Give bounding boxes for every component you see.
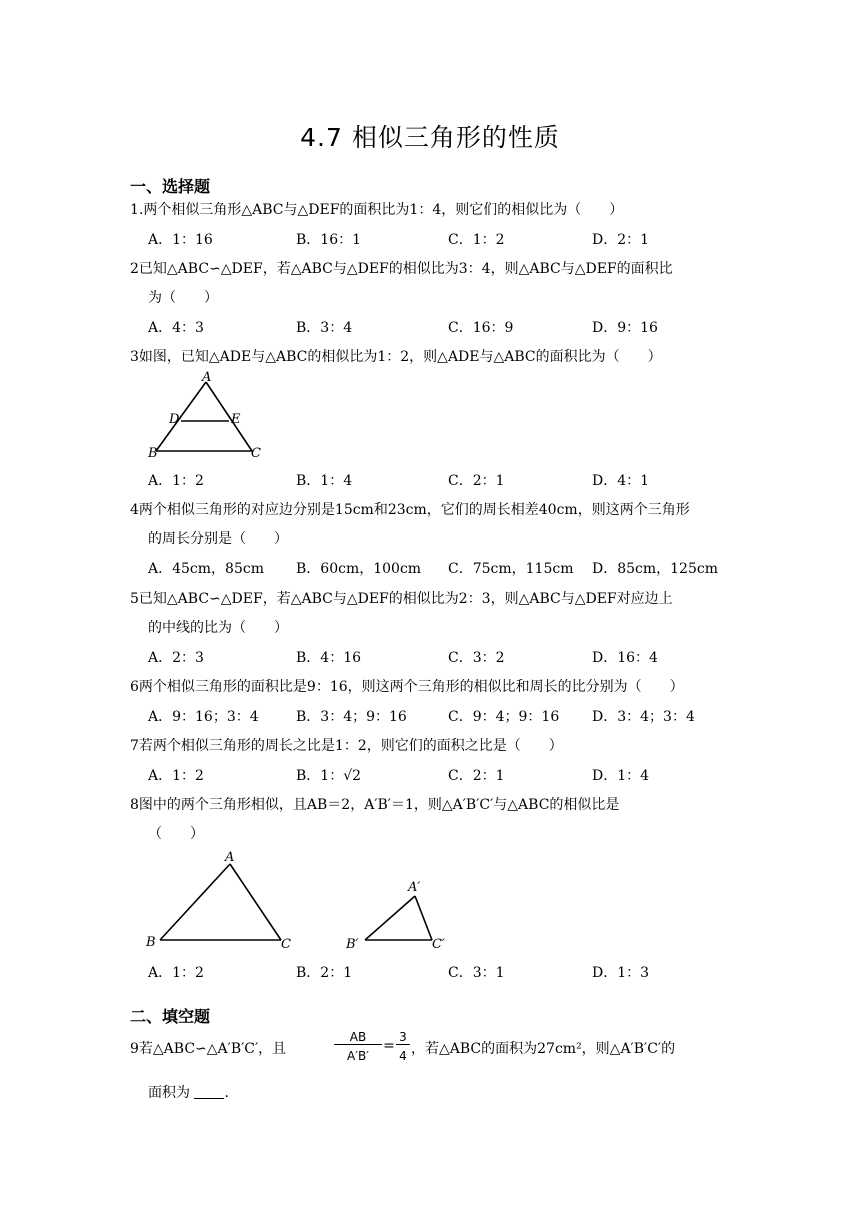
label-big-b: B: [146, 935, 156, 950]
q6-option-b: B．3：4；9：16: [296, 709, 407, 725]
label-e: E: [231, 412, 241, 427]
q8-option-d: D．1：3: [592, 965, 650, 981]
q2-option-d: D．9：16: [592, 320, 658, 336]
question-8-stem: 8图中的两个三角形相似，且AB＝2，A′B′＝1，则△A′B′C′与△ABC的相似比是: [130, 797, 620, 813]
q5-option-c: C．3：2: [448, 650, 505, 666]
q8-option-c: C．3：1: [448, 965, 505, 981]
q1-option-a: A．1：16: [148, 232, 213, 248]
q3-option-a: A．1：2: [148, 473, 204, 489]
question-4-stem-cont: 的周长分别是（ ）: [148, 531, 288, 547]
q1-option-d: D．2：1: [592, 232, 650, 248]
q2-option-a: A．4：3: [148, 320, 204, 336]
q6-option-a: A．9：16；3：4: [148, 709, 259, 725]
q9-period: .: [224, 1085, 229, 1101]
label-d: D: [169, 412, 180, 427]
q4-option-a: A．45cm，85cm: [148, 561, 264, 577]
q9-rhs-denominator: 4: [399, 1049, 407, 1063]
question-3-stem: 3如图，已知△ADE与△ABC的相似比为1：2，则△ADE与△ABC的面积比为（ ）: [130, 349, 662, 365]
label-b: B: [148, 446, 158, 461]
label-big-c: C: [281, 937, 291, 952]
label-big-a: A: [225, 850, 235, 865]
question-2-stem-cont: 为（ ）: [148, 290, 218, 306]
q9-rhs-numerator: 3: [396, 1030, 410, 1045]
label-c: C: [251, 446, 261, 461]
q1-option-b: B．16：1: [296, 232, 362, 248]
question-9-stem-a: 9若△ABC∽△A′B′C′，且: [130, 1041, 287, 1057]
question-5-stem-cont: 的中线的比为（ ）: [148, 620, 288, 636]
label-small-a: A′: [408, 880, 421, 895]
question-5-stem: 5已知△ABC∽△DEF，若△ABC与△DEF的相似比为2：3，则△ABC与△DEF对应边上: [130, 591, 673, 607]
q5-option-a: A．2：3: [148, 650, 204, 666]
q3-option-d: D．4：1: [592, 473, 650, 489]
q7-option-a: A．1：2: [148, 768, 204, 784]
q4-option-c: C．75cm，115cm: [448, 561, 574, 577]
q6-option-d: D．3：4；3：4: [592, 709, 695, 725]
q3-triangle-figure: [140, 368, 270, 464]
q7-option-b: B．1：√2: [296, 768, 362, 784]
label-small-c: C′: [432, 937, 445, 952]
q8-option-a: A．1：2: [148, 965, 204, 981]
label-small-b: B′: [346, 937, 359, 952]
q9-fraction-numerator: AB: [334, 1030, 382, 1045]
q9-equals: =: [383, 1038, 395, 1054]
q6-option-c: C．9：4；9：16: [448, 709, 560, 725]
q9-area-label: 面积为: [148, 1085, 190, 1101]
q4-option-d: D．85cm，125cm: [592, 561, 718, 577]
page-title: 4.7 相似三角形的性质: [300, 123, 560, 152]
label-a: A: [202, 370, 212, 385]
question-6-stem: 6两个相似三角形的面积比是9：16，则这两个三角形的相似比和周长的比分别为（ ）: [130, 679, 684, 695]
question-8-stem-cont: （ ）: [148, 826, 204, 842]
q9-answer-blank[interactable]: [194, 1098, 224, 1099]
q7-option-c: C．2：1: [448, 768, 505, 784]
q3-option-b: B．1：4: [296, 473, 353, 489]
section-heading-fill: 二、填空题: [130, 1007, 211, 1026]
question-2-stem: 2已知△ABC∽△DEF，若△ABC与△DEF的相似比为3：4，则△ABC与△DEF的面积比: [130, 261, 673, 277]
q3-option-c: C．2：1: [448, 473, 505, 489]
q2-option-c: C．16：9: [448, 320, 514, 336]
question-4-stem: 4两个相似三角形的对应边分别是15cm和23cm，它们的周长相差40cm，则这两个三角形: [130, 502, 690, 518]
q2-option-b: B．3：4: [296, 320, 353, 336]
question-7-stem: 7若两个相似三角形的周长之比是1：2，则它们的面积之比是（ ）: [130, 738, 563, 754]
question-1-stem: 1.两个相似三角形△ABC与△DEF的面积比为1：4，则它们的相似比为（ ）: [130, 202, 624, 218]
q7-option-d: D．1：4: [592, 768, 650, 784]
q4-option-b: B．60cm，100cm: [296, 561, 422, 577]
q5-option-d: D．16：4: [592, 650, 658, 666]
q5-option-b: B．4：16: [296, 650, 362, 666]
q8-triangles-figure: [140, 846, 460, 958]
section-heading-choice: 一、选择题: [130, 177, 211, 196]
q8-option-b: B．2：1: [296, 965, 353, 981]
question-9-stem-b: ，若△ABC的面积为27cm²，则△A′B′C′的: [411, 1041, 676, 1057]
q9-fraction-denominator: A′B′: [347, 1049, 369, 1063]
q1-option-c: C．1：2: [448, 232, 505, 248]
question-9-stem-cont: [148, 1082, 229, 1102]
